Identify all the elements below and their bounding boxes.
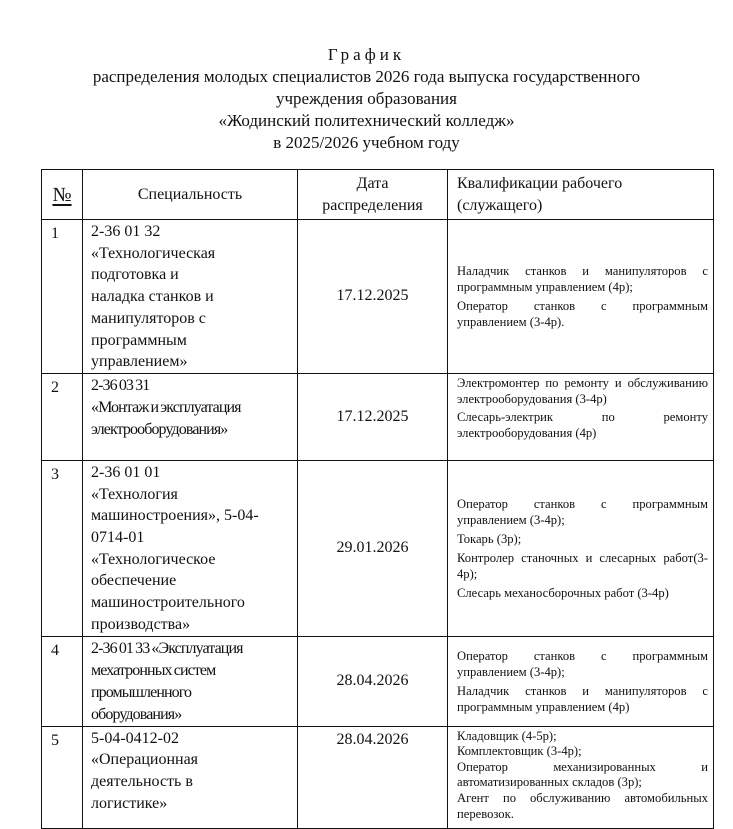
specialty-line: 2-36 01 33 «Эксплуатация	[91, 639, 243, 657]
specialty-line: 2-36 03 31	[91, 376, 150, 394]
row-specialty	[83, 373, 298, 460]
row-specialty	[83, 726, 298, 828]
qualification-item: Наладчик станков и манипуляторов с программным управлением (4р);	[457, 263, 708, 294]
specialty-line: «Технологическая	[91, 244, 216, 262]
specialty-line: программным	[91, 331, 187, 349]
table-row	[42, 460, 714, 636]
qualification-item: Агент по обслуживанию автомобильных перевозок.	[457, 790, 708, 821]
specialty-line: машиностроительного	[91, 594, 245, 612]
specialty-line: машиностроения», 5-04-	[91, 507, 259, 525]
row-date: 28.04.2026	[298, 636, 448, 726]
specialty-line: деятельность в	[91, 772, 193, 790]
header-date-line: распределения	[322, 196, 423, 214]
specialty-line: мехатронных систем	[91, 661, 216, 679]
subtitle-line: распределения молодых специалистов 2026 года выпуска государственного	[92, 67, 641, 86]
specialty-line: обеспечение	[91, 572, 177, 590]
specialty-line: 5-04-0412-02	[91, 729, 179, 747]
row-number: 4	[42, 636, 83, 726]
qualification-item: Оператор станков с программным управлением (3-4р);	[457, 648, 708, 679]
qualification-item: Электромонтер по ремонту и обслуживанию электрооборудования (3-4р)	[457, 375, 708, 406]
row-number: 3	[42, 460, 83, 636]
row-qualifications	[448, 373, 714, 460]
qualification-item: Оператор механизированных и автоматизированных складов (3р);	[457, 759, 708, 790]
qualification-item: Слесарь-электрик по ремонту электрооборудования (4р)	[457, 410, 708, 440]
header-specialty: Специальность	[83, 170, 298, 220]
header-qual-line: (служащего)	[457, 196, 543, 214]
table-row	[42, 726, 714, 828]
specialty-line: «Технология	[91, 485, 178, 503]
header-date	[298, 170, 448, 220]
specialty-line: 0714-01	[91, 529, 145, 547]
header-date-line: Дата	[356, 174, 389, 192]
row-specialty	[83, 220, 298, 374]
document-heading	[0, 44, 733, 154]
qualification-item: Контролер станочных и слесарных работ(3-4р);	[457, 550, 708, 581]
table-row	[42, 373, 714, 460]
qualification-item: Комплектовщик (3-4р);	[457, 744, 582, 759]
specialty-line: управлением»	[91, 353, 188, 371]
distribution-schedule-table	[41, 169, 714, 829]
row-date: 29.01.2026	[298, 460, 448, 636]
row-date: 17.12.2025	[298, 220, 448, 374]
row-number: 1	[42, 220, 83, 374]
header-qualifications	[448, 170, 714, 220]
row-specialty	[83, 460, 298, 636]
row-date: 28.04.2026	[298, 726, 448, 828]
qualification-item: Кладовщик (4-5р);	[457, 728, 557, 743]
qualification-item: Токарь (3р);	[457, 531, 522, 546]
subtitle-line: «Жодинский политехнический колледж»	[218, 111, 515, 130]
table-row	[42, 220, 714, 374]
row-specialty	[83, 636, 298, 726]
qualification-item: Оператор станков с программным управлением (3-4р).	[457, 298, 708, 329]
subtitle-line: учреждения образования	[276, 89, 457, 108]
row-qualifications	[448, 726, 714, 828]
header-number: №	[42, 170, 83, 220]
table-header-row	[42, 170, 714, 220]
qualification-item: Оператор станков с программным управлением (3-4р);	[457, 496, 708, 527]
row-date: 17.12.2025	[298, 373, 448, 460]
specialty-line: электрооборудования»	[91, 420, 228, 438]
specialty-line: «Операционная	[91, 751, 199, 769]
specialty-line: наладка станков и	[91, 288, 214, 306]
specialty-line: производства»	[91, 615, 191, 633]
specialty-line: оборудования»	[91, 705, 182, 723]
specialty-line: 2-36 01 01	[91, 463, 161, 481]
specialty-line: «Монтаж и эксплуатация	[91, 398, 241, 416]
specialty-line: «Технологическое	[91, 550, 216, 568]
row-qualifications	[448, 220, 714, 374]
specialty-line: промышленного	[91, 683, 192, 701]
table-row	[42, 636, 714, 726]
qualification-item: Наладчик станков и манипуляторов с программным управлением (4р)	[457, 683, 708, 714]
row-qualifications	[448, 460, 714, 636]
row-qualifications	[448, 636, 714, 726]
header-qual-line: Квалификации рабочего	[457, 174, 623, 192]
specialty-line: манипуляторов с	[91, 309, 206, 327]
document-title: График	[327, 45, 406, 64]
specialty-line: 2-36 01 32	[91, 223, 161, 240]
row-number: 2	[42, 373, 83, 460]
qualification-item: Слесарь механосборочных работ (3-4р)	[457, 585, 669, 600]
specialty-line: подготовка и	[91, 266, 179, 284]
subtitle-line: в 2025/2026 учебном году	[273, 133, 460, 152]
specialty-line: логистике»	[91, 794, 168, 812]
row-number: 5	[42, 726, 83, 828]
